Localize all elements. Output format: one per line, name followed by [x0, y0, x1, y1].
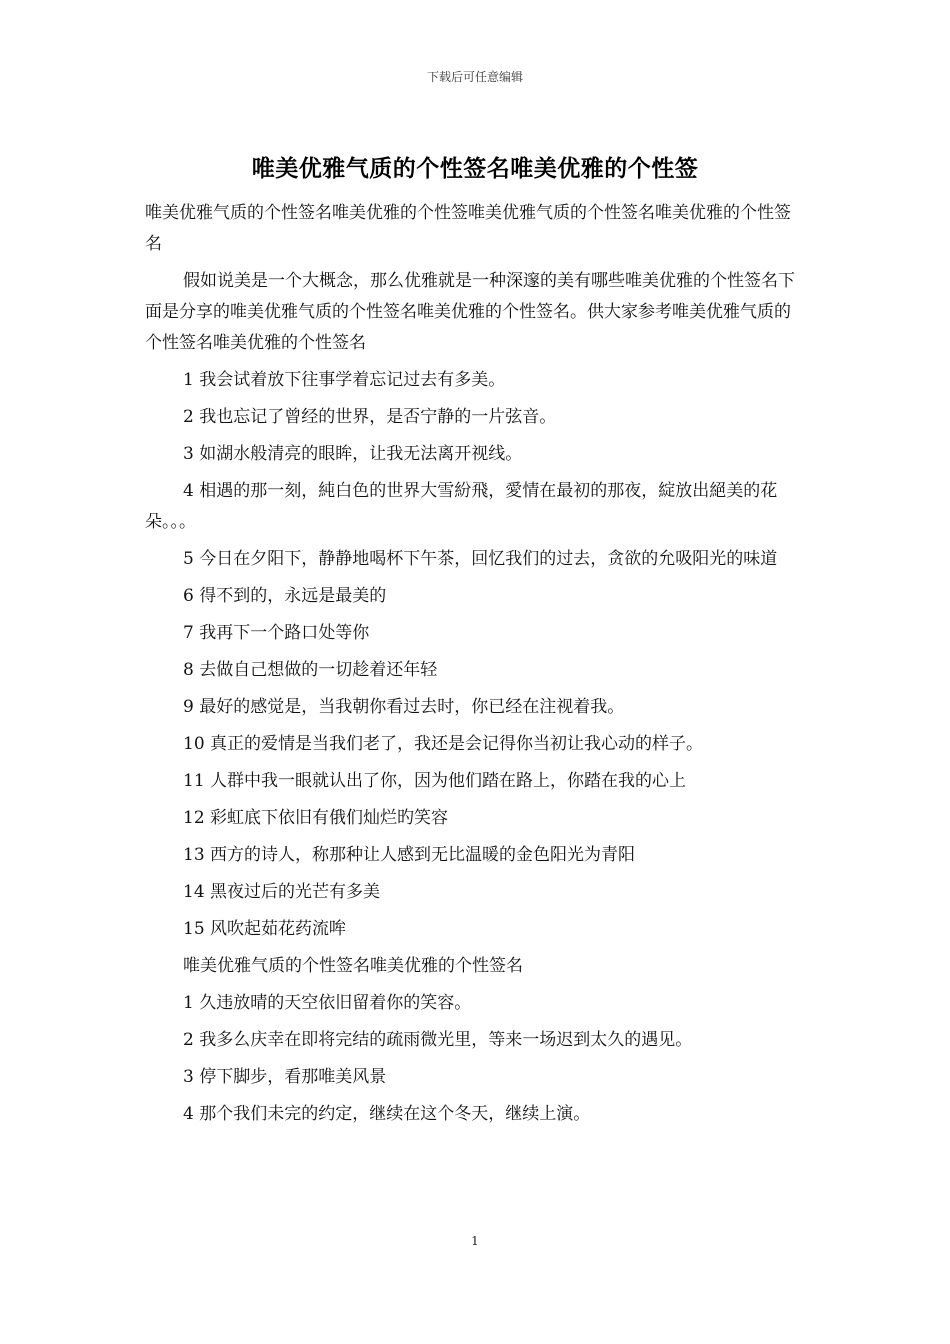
list-item: 8 去做自己想做的一切趁着还年轻 — [183, 660, 438, 680]
list-item: 1 我会试着放下往事学着忘记过去有多美。 — [183, 370, 506, 390]
header-note: 下载后可任意编辑 — [426, 70, 523, 84]
list-item: 11 人群中我一眼就认出了你，因为他们踏在路上，你踏在我的心上 — [183, 771, 687, 791]
list-item: 15 风吹起茹花药流哞 — [183, 919, 347, 939]
list-item: 4 那个我们未完的约定，继续在这个冬天，继续上演。 — [183, 1104, 591, 1124]
document-title: 唯美优雅气质的个性签名唯美优雅的个性签 — [251, 155, 699, 182]
list-item: 2 我多么庆幸在即将完结的疏雨微光里，等来一场迟到太久的遇见。 — [183, 1030, 693, 1050]
list-item: 10 真正的爱情是当我们老了，我还是会记得你当初让我心动的样子。 — [183, 734, 704, 754]
section-subheading: 唯美优雅气质的个性签名唯美优雅的个性签名 — [183, 956, 523, 976]
list-item: 5 今日在夕阳下，静静地喝杯下午茶，回忆我们的过去，贪欲的允吸阳光的味道 — [183, 549, 778, 569]
list-item: 3 如湖水般清亮的眼眸，让我无法离开视线。 — [183, 444, 523, 464]
list-item: 14 黑夜过后的光芒有多美 — [183, 882, 381, 902]
list-item: 3 停下脚步，看那唯美风景 — [183, 1067, 387, 1087]
list-item: 12 彩虹底下依旧有俄们灿烂旳笑容 — [183, 808, 449, 828]
list-item: 6 得不到的，永远是最美的 — [183, 586, 387, 606]
list-item: 9 最好的感觉是，当我朝你看过去时，你已经在注视着我。 — [183, 697, 625, 717]
list-item: 4 相遇的那一刻，純白色的世界大雪紛飛，愛情在最初的那夜，綻放出絕美的花朵。。。 — [145, 481, 778, 532]
list-item: 2 我也忘记了曾经的世界，是否宁静的一片弦音。 — [183, 407, 557, 427]
list-item: 1 久违放晴的天空依旧留着你的笑容。 — [183, 993, 472, 1013]
document-body — [145, 198, 807, 1136]
intro-paragraph: 唯美优雅气质的个性签名唯美优雅的个性签唯美优雅气质的个性签名唯美优雅的个性签名 — [145, 203, 791, 254]
list-item: 7 我再下一个路口处等你 — [183, 623, 370, 643]
list-item: 13 西方的诗人，称那种让人感到无比温暖的金色阳光为青阳 — [183, 845, 636, 865]
main-paragraph: 假如说美是一个大概念，那么优雅就是一种深邃的美有哪些唯美优雅的个性签名下面是分享的唯美优雅气质的个性签名唯美优雅的个性签名。供大家参考唯美优雅气质的个性签名唯美优雅的个性签名 — [145, 271, 795, 353]
page-number: 1 — [471, 1234, 479, 1248]
